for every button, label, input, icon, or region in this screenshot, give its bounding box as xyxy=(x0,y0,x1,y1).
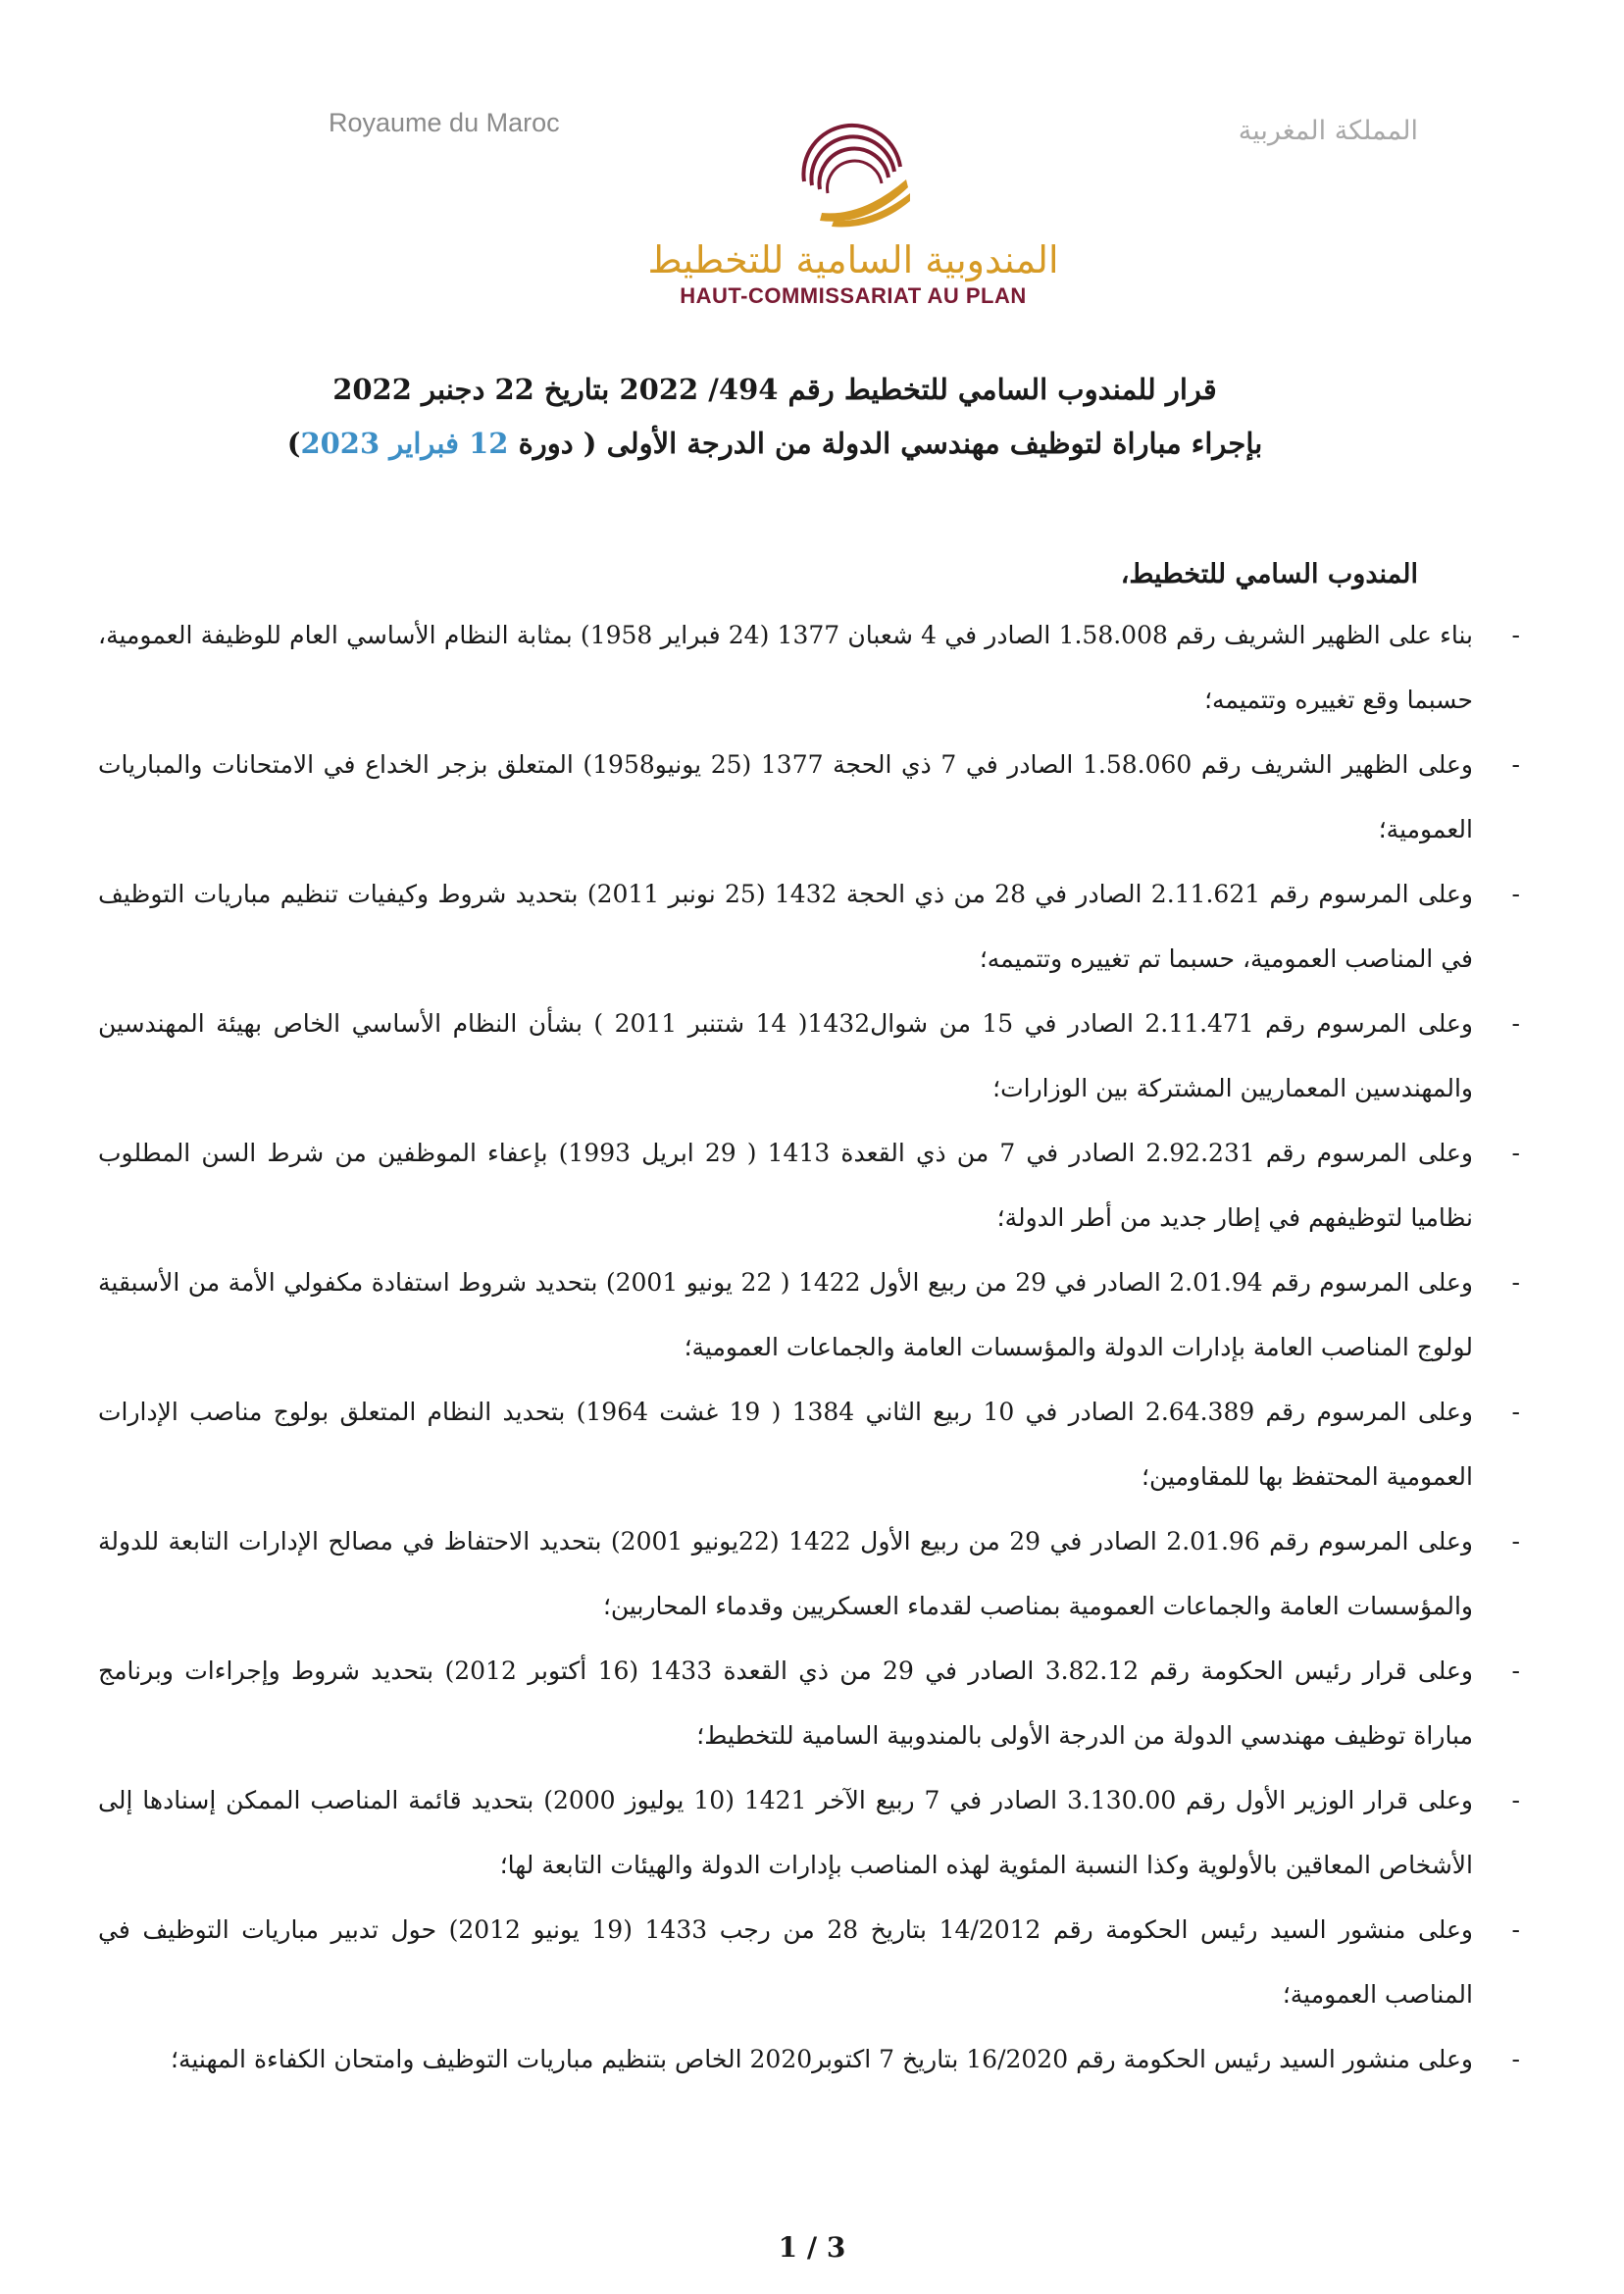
bullet-dash: - xyxy=(1511,1139,1520,1167)
decision-title-line2 xyxy=(226,424,1324,463)
legal-clause: - وعلى منشور السيد رئيس الحكومة رقم 16/2020 بتاريخ 7 اكتوبر2020 الخاص بتنظيم مباريات التوظيف وامتحان الكفاءة المهنية؛ xyxy=(98,2027,1520,2092)
bullet-dash: - xyxy=(1511,1657,1520,1685)
logo-french-name: HAUT-COMMISSARIAT AU PLAN xyxy=(680,283,1027,308)
logo-arabic-name: المندوبية السامية للتخطيط xyxy=(647,238,1059,281)
bullet-dash: - xyxy=(1511,1786,1520,1814)
legal-clause: - وعلى المرسوم رقم 2.64.389 الصادر في 10 ربيع الثاني 1384 ( 19 غشت 1964) بتحديد النظام المتعلق بولوج مناصب الإدارات العمومية المحتفظ بها للمقاومين؛ xyxy=(98,1380,1520,1509)
addressee: المندوب السامي للتخطيط، xyxy=(1120,559,1418,589)
legal-clause: - وعلى المرسوم رقم 2.01.94 الصادر في 29 من ربيع الأول 1422 ( 22 يونيو 2001) بتحديد شروط استفادة مكفولي الأمة من الأسبقية لولوج المناصب العامة بإدارات الدولة والمؤسسات العامة والجماعات العمومية؛ xyxy=(98,1250,1520,1380)
bullet-dash: - xyxy=(1511,1009,1520,1038)
legal-clause: - بناء على الظهير الشريف رقم 1.58.008 الصادر في 4 شعبان 1377 (24 فبراير 1958) بمثابة النظام الأساسي العام للوظيفة العمومية، حسبما وقع تغييره وتتميمه؛ xyxy=(98,603,1520,733)
legal-basis-list xyxy=(98,603,1520,2092)
page-number: 1 / 3 xyxy=(778,2231,846,2264)
legal-clause: - وعلى المرسوم رقم 2.01.96 الصادر في 29 من ربيع الأول 1422 (22يونيو 2001) بتحديد الاحتفاظ في مصالح الإدارات التابعة للدولة والمؤسسات العامة والجماعات العمومية بمناصب لقدماء العسكريين وقدماء المحاربين؛ xyxy=(98,1509,1520,1639)
header-right-text: المملكة المغربية xyxy=(1238,116,1418,146)
legal-clause: - وعلى قرار رئيس الحكومة رقم 3.82.12 الصادر في 29 من ذي القعدة 1433 (16 أكتوبر 2012) بتحديد شروط وإجراءات وبرنامج مباراة توظيف مهندسي الدولة من الدرجة الأولى بالمندوبية السامية للتخطيط؛ xyxy=(98,1639,1520,1768)
decision-title-line1: قرار للمندوب السامي للتخطيط رقم 494/ 2022 بتاريخ 22 دجنبر 2022 xyxy=(332,373,1217,406)
legal-clause: - وعلى المرسوم رقم 2.11.471 الصادر في 15 من شوال1432( 14 شتنبر 2011 ) بشأن النظام الأساسي الخاص بهيئة المهندسين والمهندسين المعماريين المشتركة بين الوزارات؛ xyxy=(98,992,1520,1121)
title-line2-main: بإجراء مباراة لتوظيف مهندسي الدولة من الدرجة الأولى ( دورة xyxy=(518,427,1263,460)
bullet-dash: - xyxy=(1511,880,1520,908)
bullet-dash: - xyxy=(1511,1268,1520,1297)
bullet-dash: - xyxy=(1511,621,1520,649)
bullet-dash: - xyxy=(1511,2045,1520,2073)
bullet-dash: - xyxy=(1511,1915,1520,1944)
bullet-dash: - xyxy=(1511,1398,1520,1426)
exam-date: 12 فبراير 2023 xyxy=(300,427,509,460)
bullet-dash: - xyxy=(1511,1527,1520,1555)
legal-clause: - وعلى الظهير الشريف رقم 1.58.060 الصادر في 7 ذي الحجة 1377 (25 يونيو1958) المتعلق بزجر الخداع في الامتحانات والمباريات العمومية؛ xyxy=(98,733,1520,862)
legal-clause: - وعلى منشور السيد رئيس الحكومة رقم 14/2012 بتاريخ 28 من رجب 1433 (19 يونيو 2012) حول تدبير مباريات التوظيف في المناصب العمومية؛ xyxy=(98,1898,1520,2027)
title-line2-close: ) xyxy=(286,427,301,460)
legal-clause: - وعلى المرسوم رقم 2.11.621 الصادر في 28 من ذي الحجة 1432 (25 نونبر 2011) بتحديد شروط وكيفيات تنظيم مباريات التوظيف في المناصب العمومية، حسبما تم تغييره وتتميمه؛ xyxy=(98,862,1520,992)
header-left-text: Royaume du Maroc xyxy=(329,108,560,137)
legal-clause: - وعلى قرار الوزير الأول رقم 3.130.00 الصادر في 7 ربيع الآخر 1421 (10 يوليوز 2000) بتحديد قائمة المناصب الممكن إسنادها إلى الأشخاص المعاقين بالأولوية وكذا النسبة المئوية لهذه المناصب بإدارات الدولة والهيئات التابعة لها؛ xyxy=(98,1768,1520,1898)
logo-emblem-icon xyxy=(785,123,922,232)
logo xyxy=(647,123,1059,309)
bullet-dash: - xyxy=(1511,750,1520,779)
legal-clause: - وعلى المرسوم رقم 2.92.231 الصادر في 7 من ذي القعدة 1413 ( 29 ابريل 1993) بإعفاء الموظفين من شرط السن المطلوب نظاميا لتوظيفهم في إطار جديد من أطر الدولة؛ xyxy=(98,1121,1520,1250)
